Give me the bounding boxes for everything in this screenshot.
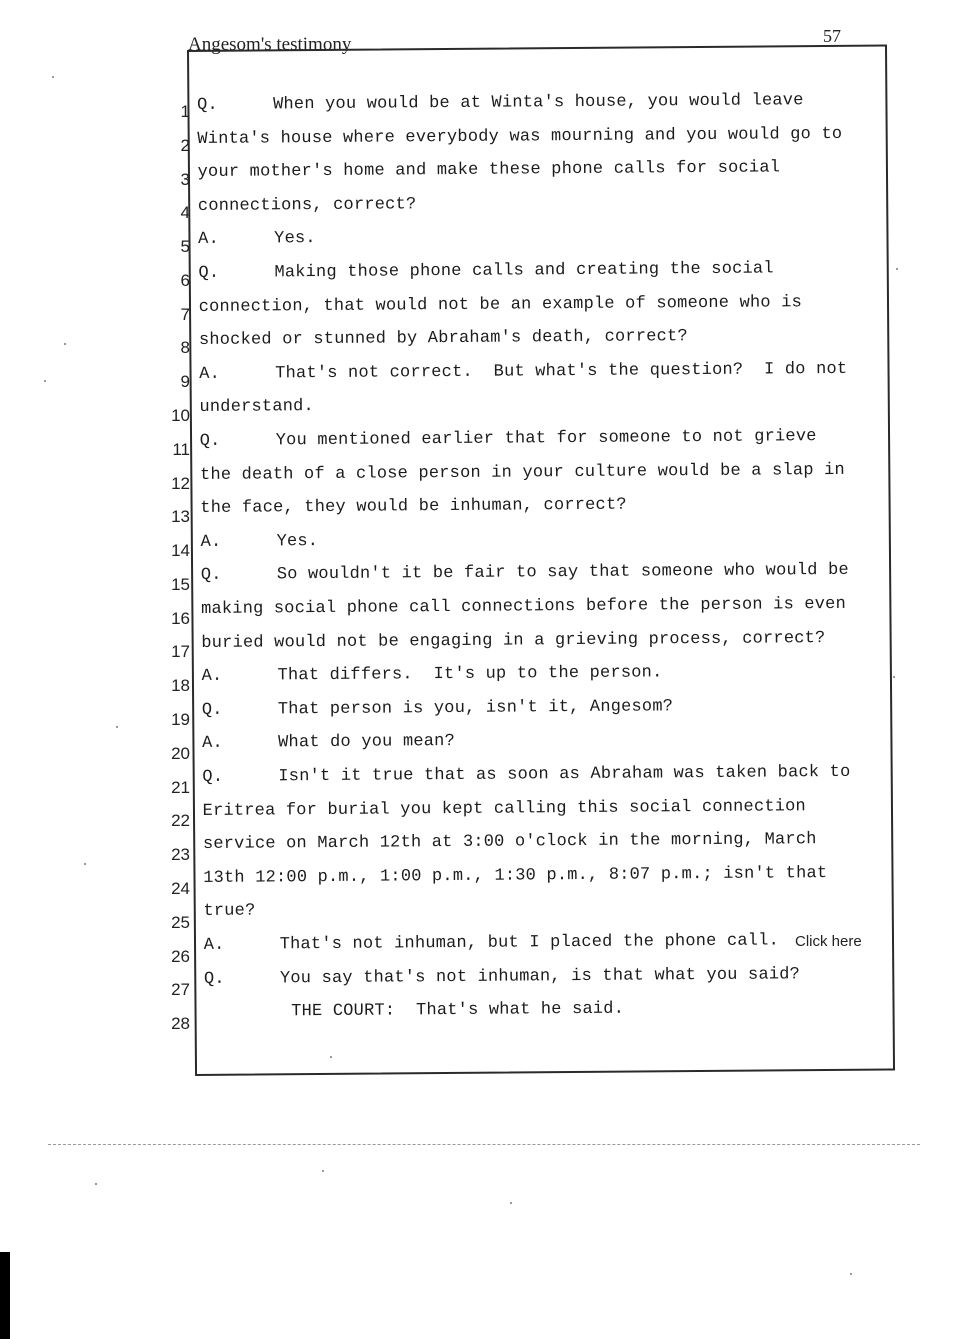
scan-speck — [510, 1202, 512, 1204]
speaker-label: Q. — [198, 263, 220, 283]
scan-edge-bar — [0, 1252, 10, 1339]
line-text: Making those phone calls and creating the social — [274, 259, 774, 283]
line-number: 20 — [171, 743, 190, 763]
transcript-line — [199, 327, 688, 350]
line-text: Winta's house where everybody was mourning and you would go to — [197, 124, 843, 149]
line-number: 16 — [171, 608, 190, 628]
scan-speck — [52, 76, 54, 78]
line-number: 1 — [180, 102, 190, 121]
line-text: your mother's home and make these phone calls for social — [197, 158, 781, 183]
line-text: What do you mean? — [278, 732, 456, 753]
line-number: 24 — [171, 878, 190, 898]
speaker-label: Q. — [200, 566, 222, 586]
line-text: Eritrea for burial you kept calling this social connection — [202, 796, 807, 821]
line-text: connections, correct? — [197, 195, 417, 216]
transcript-line — [204, 1000, 624, 1022]
scan-speck — [330, 1056, 332, 1058]
line-number: 15 — [171, 574, 190, 594]
line-number: 3 — [180, 169, 190, 189]
line-text: shocked or stunned by Abraham's death, correct? — [198, 327, 688, 351]
line-number: 19 — [171, 710, 190, 730]
speaker-label: Q. — [197, 95, 218, 115]
line-number: 14 — [171, 541, 190, 561]
line-number: 10 — [171, 406, 190, 426]
line-number: 23 — [171, 845, 190, 865]
line-number: 9 — [180, 372, 190, 392]
scan-speck — [893, 676, 895, 678]
line-number: 5 — [180, 237, 190, 257]
line-number: 6 — [180, 270, 190, 290]
line-text: understand. — [199, 397, 314, 418]
line-text: buried would not be engaging in a grieving process, correct? — [201, 628, 826, 653]
transcript-line — [200, 532, 318, 552]
line-text: connection, that would not be an example of someone who is — [198, 292, 803, 317]
line-text: Yes. — [276, 531, 319, 552]
line-text: You mentioned earlier that for someone to not grieve — [275, 427, 817, 451]
transcript-line — [203, 902, 255, 921]
line-text: the face, they would be inhuman, correct? — [200, 495, 627, 519]
scan-speck — [95, 1183, 97, 1185]
line-text: When you would be at Winta's house, you would leave — [273, 91, 804, 115]
line-text: the death of a close person in your culture would be a slap in — [199, 460, 845, 485]
scan-speck — [850, 1273, 852, 1275]
scan-speck — [84, 863, 86, 865]
transcript-line — [198, 195, 417, 216]
line-text: service on March 12th at 3:00 o'clock in the morning, March — [202, 830, 817, 855]
line-text: making social phone call connections before the person is even — [200, 594, 847, 619]
line-number: 12 — [171, 473, 190, 493]
click-here-link[interactable]: Click here — [795, 933, 862, 950]
speaker-label: A. — [199, 364, 221, 384]
line-text: Isn't it true that as soon as Abraham was taken back to — [278, 762, 851, 787]
line-text: That's not inhuman, but I placed the phone call. — [279, 931, 780, 955]
line-number: 28 — [171, 1014, 190, 1034]
line-text: That person is you, isn't it, Angesom? — [277, 697, 674, 720]
line-number: 13 — [171, 507, 190, 527]
transcript-line — [202, 697, 673, 720]
speaker-label: Q. — [199, 431, 221, 451]
line-number: 27 — [171, 980, 190, 1000]
line-number: 18 — [171, 676, 190, 696]
speaker-label: A. — [200, 532, 222, 552]
line-number: 8 — [180, 338, 190, 358]
speaker-label: Q. — [203, 969, 225, 989]
line-number: 11 — [172, 439, 190, 459]
line-text: That differs. It's up to the person. — [277, 663, 663, 686]
speaker-label: A. — [203, 935, 225, 955]
line-text: 13th 12:00 p.m., 1:00 p.m., 1:30 p.m., 8:07 p.m.; isn't that — [203, 863, 828, 888]
line-text: That's not correct. But what's the question? I do not — [275, 359, 848, 384]
line-number: 26 — [171, 946, 190, 966]
document-title: Angesom's testimony — [188, 34, 352, 55]
transcript-line — [202, 664, 663, 687]
speaker-label: A. — [198, 230, 220, 250]
transcript-line — [198, 229, 316, 249]
line-text: So wouldn't it be fair to say that someone who would be — [276, 561, 849, 585]
scan-speck — [896, 268, 898, 270]
scan-speck — [116, 726, 118, 728]
line-number: 21 — [171, 777, 190, 797]
page-number: 57 — [823, 26, 841, 46]
speaker-label: A. — [201, 667, 223, 687]
speaker-label: A. — [202, 734, 224, 754]
transcript-line — [202, 732, 455, 753]
line-text: THE COURT: That's what he said. — [291, 999, 625, 1022]
transcript-line — [200, 496, 627, 518]
speaker-label: Q. — [201, 700, 223, 720]
scan-speck — [322, 1170, 324, 1172]
line-text: You say that's not inhuman, is that what you said? — [279, 964, 801, 988]
line-text: true? — [203, 901, 256, 922]
line-text: Yes. — [274, 229, 316, 249]
speaker-label: Q. — [202, 767, 224, 787]
line-number: 25 — [171, 912, 190, 932]
line-number: 4 — [180, 203, 190, 223]
line-number: 7 — [180, 304, 190, 324]
line-number: 17 — [171, 642, 190, 662]
line-number: 2 — [180, 135, 190, 155]
scan-artifact-dashed-line — [48, 1144, 920, 1145]
line-number: 22 — [171, 811, 190, 831]
transcript-line — [199, 397, 314, 417]
scan-speck — [44, 380, 46, 382]
scan-speck — [64, 343, 66, 345]
